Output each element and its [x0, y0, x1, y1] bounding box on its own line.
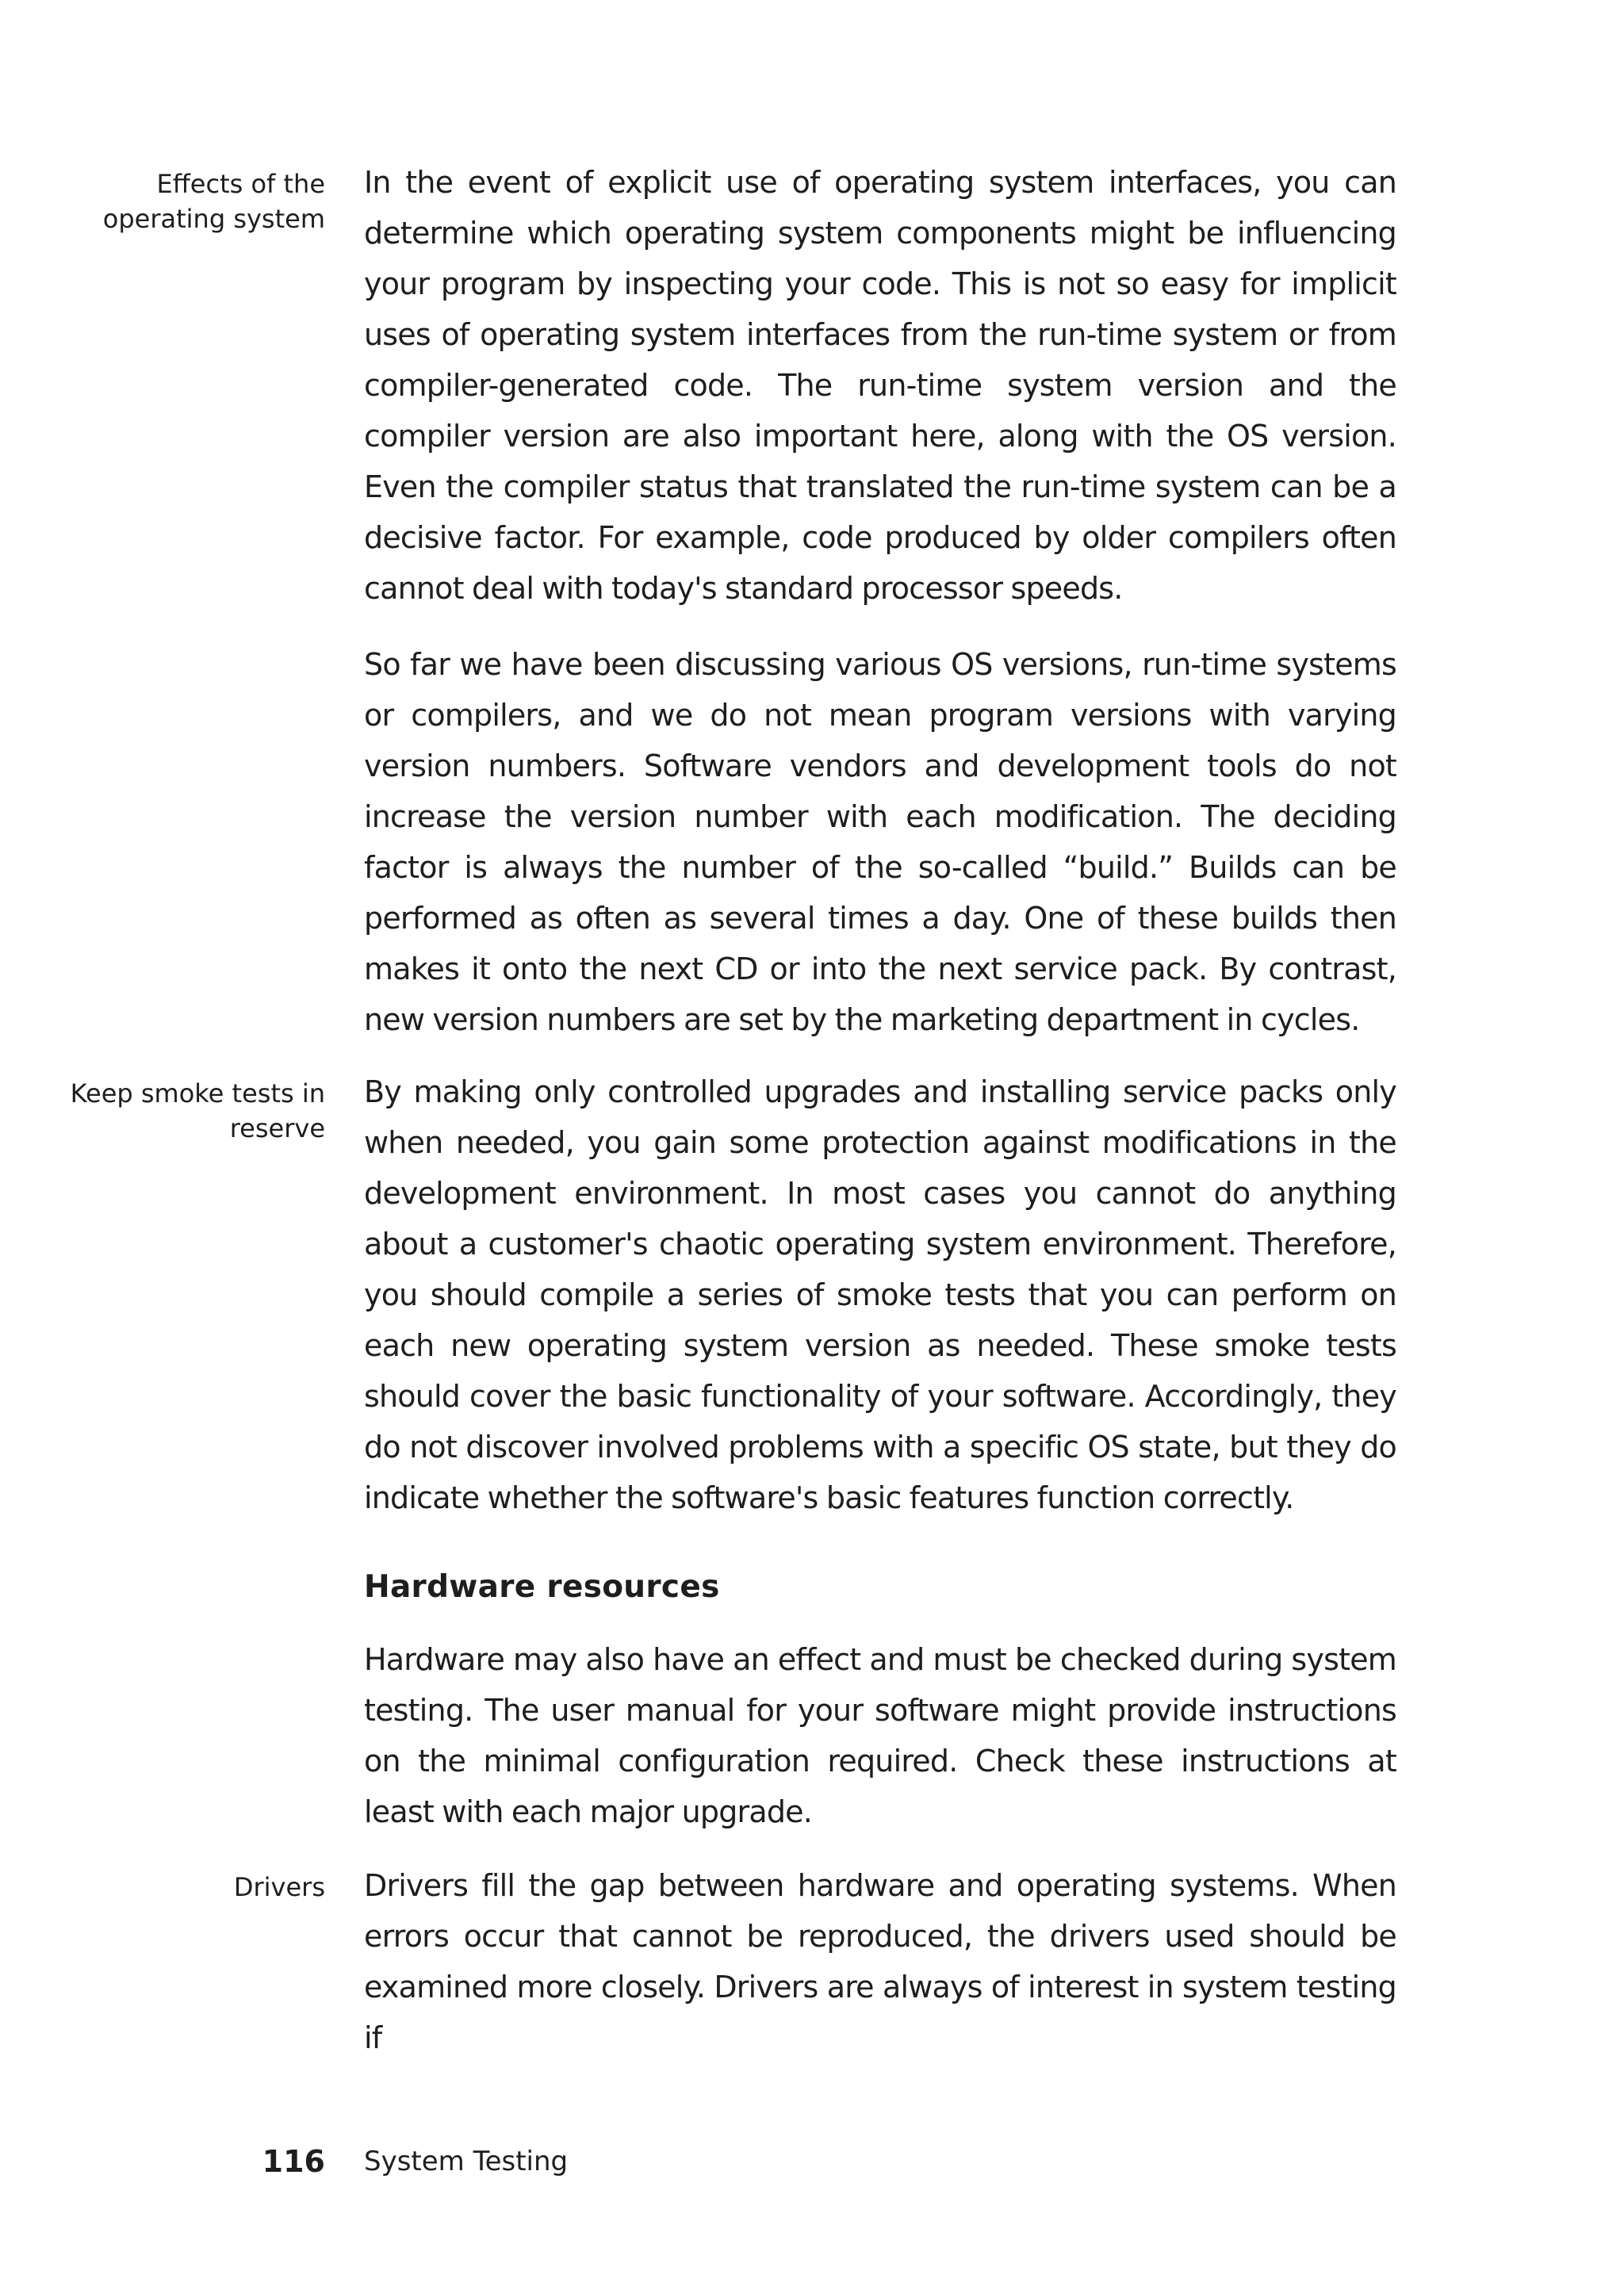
margin-note-drivers: Drivers [233, 1872, 325, 1902]
paragraph-build-numbers: So far we have been discussing various OS versions, run-time systems or compilers, and we do not mean program versions with varying version numbers. Software vendors and development tools do not increase the version number with each modification. The deciding factor is always the number of the so-called “build.” Builds can be performed as often as several times a day. One of these builds then makes it onto the next CD or into the next service pack. By contrast, new version numbers are set by the marketing department in cycles. [364, 647, 1396, 1037]
page-footer [0, 2138, 1624, 2185]
margin-note-effects-os: Effects of the operating system [102, 169, 325, 234]
margin-note-smoke-tests: Keep smoke tests in reserve [70, 1078, 325, 1143]
running-title: System Testing [364, 2146, 569, 2177]
heading-hardware-resources: Hardware resources [364, 1569, 720, 1605]
paragraph-explicit-interfaces: In the event of explicit use of operating system interfaces, you can determine which operating system components might be influencing your program by inspecting your code. This is not so easy for implicit uses of operating system interfaces from the run-time system or from compiler-generated code. The run-time system version and the compiler version are also important here, along with the OS version. Even the compiler status that translated the run-time system can be a decisive factor. For example, code produced by older compilers often cannot deal with today's standard processor speeds. [364, 165, 1396, 606]
page-number: 116 [262, 2144, 325, 2179]
paragraph-smoke-tests: By making only controlled upgrades and installing service packs only when needed, you gain some protection against modifications in the development environment. In most cases you cannot do anything about a customer's chaotic operating system environment. Therefore, you should compile a series of smoke tests that you can perform on each new operating system version as needed. These smoke tests should cover the basic functionality of your software. Accordingly, they do not discover involved problems with a specific OS state, but they do indicate whether the software's basic features function correctly. [364, 1074, 1396, 1515]
paragraph-hardware: Hardware may also have an effect and must be checked during system testing. The user manual for your software might provide instructions on the minimal configuration required. Check these instructions at least with each major upgrade. [364, 1642, 1396, 1829]
paragraph-drivers: Drivers fill the gap between hardware and operating systems. When errors occur that cannot be reproduced, the drivers used should be examined more closely. Drivers are always of interest in system testing if [364, 1868, 1396, 2055]
